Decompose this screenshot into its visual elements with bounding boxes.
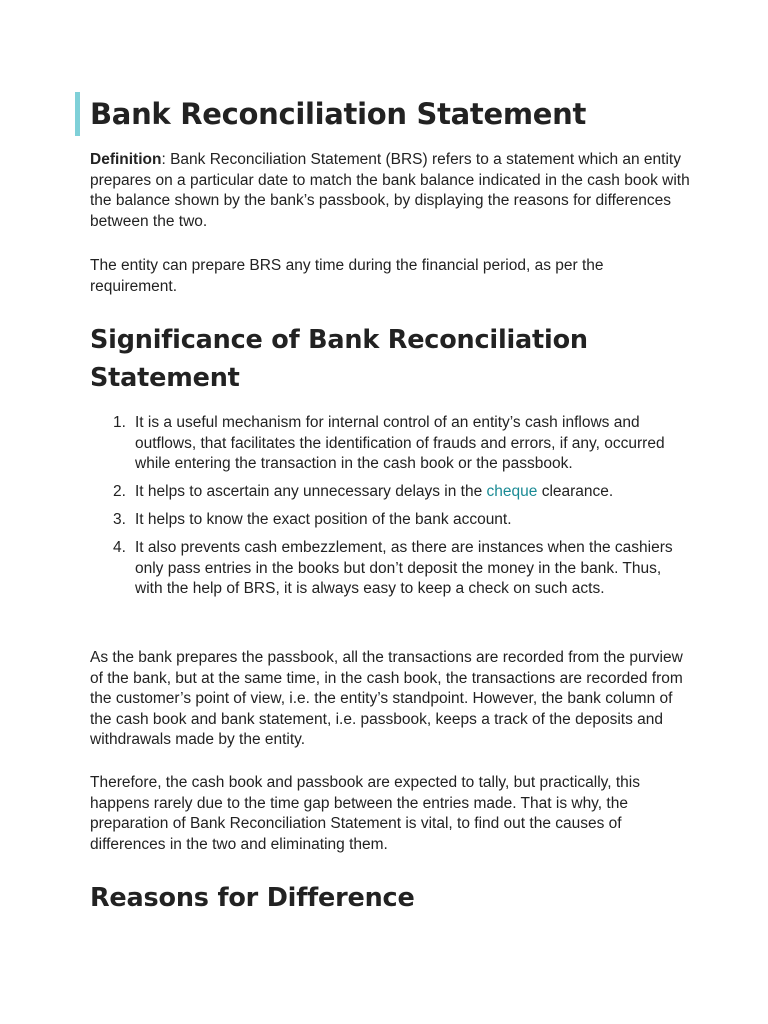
significance-list — [90, 413, 690, 607]
passbook-paragraph: As the bank prepares the passbook, all the transactions are recorded from the purview of the bank, but at the same time, in the cash book, the transactions are recorded from the customer’s point of view, i.e. the entity’s standpoint. However, the bank column of the cash book and bank statement, i.e. passbook, keeps a track of the deposits and withdrawals made by the entity. — [90, 649, 683, 748]
list-item-text-before: It helps to ascertain any unnecessary delays in the — [135, 483, 487, 500]
list-item-text: It helps to know the exact position of the bank account. — [135, 511, 512, 528]
definition-text: : Bank Reconciliation Statement (BRS) refers to a statement which an entity prepares on a particular date to match the bank balance indicated in the cash book with the balance shown by the bank’s passbook, by displaying the reasons for differences between the two. — [90, 151, 690, 230]
list-item — [113, 510, 690, 531]
list-item-number: 4. — [113, 539, 126, 556]
title-accent-bar — [75, 92, 80, 136]
list-item-number: 3. — [113, 511, 126, 528]
list-item — [113, 413, 690, 475]
title-block — [75, 92, 586, 136]
page-title: Bank Reconciliation Statement — [90, 97, 587, 131]
list-item-text: It also prevents cash embezzlement, as there are instances when the cashiers only pass entries in the books but don’t deposit the money in the bank. Thus, with the help of BRS, it is always easy to keep a check on such acts. — [135, 539, 673, 597]
list-item-text-after: clearance. — [537, 483, 614, 500]
cheque-link[interactable]: cheque — [486, 483, 538, 500]
significance-heading: Significance of Bank Reconciliation Statement — [90, 325, 588, 393]
timing-paragraph: The entity can prepare BRS any time during the financial period, as per the requirement. — [90, 257, 604, 295]
list-item — [113, 538, 690, 600]
definition-paragraph — [90, 150, 690, 232]
list-item-text: It is a useful mechanism for internal control of an entity’s cash inflows and outflows, that facilitates the identification of frauds and errors, if any, occurred while entering the transaction in the cash book or the passbook. — [135, 414, 665, 472]
reasons-heading: Reasons for Difference — [90, 883, 415, 913]
list-item-number: 2. — [113, 483, 126, 500]
tally-paragraph: Therefore, the cash book and passbook are expected to tally, but practically, this happens rarely due to the time gap between the entries made. That is why, the preparation of Bank Reconciliation Statement is vital, to find out the causes of differences in the two and eliminating them. — [90, 774, 640, 853]
definition-label: Definition — [90, 151, 162, 168]
list-item-number: 1. — [113, 414, 126, 431]
list-item — [113, 482, 690, 503]
